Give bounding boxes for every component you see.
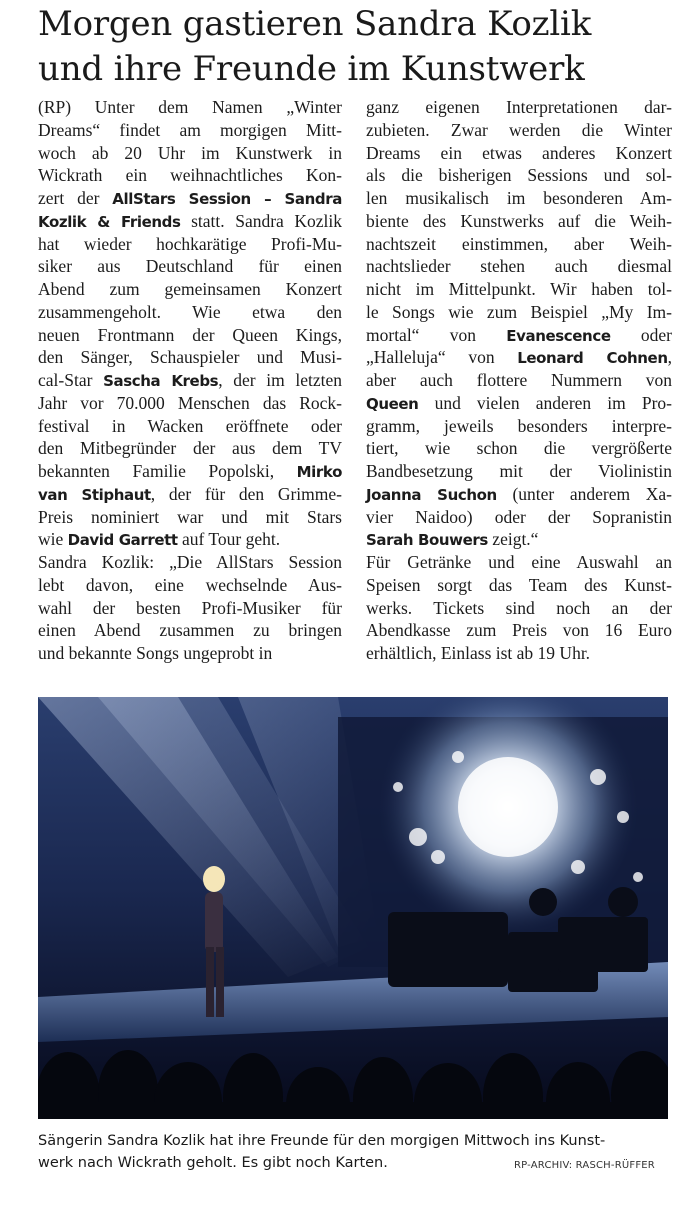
text-line xyxy=(366,301,672,324)
text-line xyxy=(366,506,672,529)
bold-name: van Stiphaut xyxy=(38,485,151,504)
text-line xyxy=(366,233,672,256)
text-segment: , der für den Grimme- xyxy=(150,483,342,504)
text-segment: und vielen anderen im Pro- xyxy=(418,392,672,413)
bold-name: Kozlik & Friends xyxy=(38,212,181,231)
text-line xyxy=(366,142,672,165)
text-line xyxy=(366,619,672,642)
text-line xyxy=(38,415,342,438)
text-segment: biente des Kunstwerks auf die Weih- xyxy=(366,210,672,231)
text-segment: Abendkasse zum Preis von 16 Euro xyxy=(366,620,672,641)
text-line xyxy=(366,392,672,415)
text-segment: bekannten Familie Popolski, xyxy=(38,461,297,481)
text-line xyxy=(366,369,672,392)
text-segment: Dreams ein etwas anderes Konzert xyxy=(366,142,672,163)
bold-name: Sascha Krebs xyxy=(103,372,219,390)
text-line xyxy=(366,437,672,460)
concert-photo-illustration xyxy=(38,697,668,1119)
text-segment: nicht im Mittelpunkt. Wir haben tol- xyxy=(366,279,672,299)
bold-name: David Garrett xyxy=(67,531,178,550)
text-segment: oder xyxy=(610,324,672,345)
text-line xyxy=(366,187,672,210)
text-segment: und bekannte Songs ungeprobt in xyxy=(38,643,273,663)
text-line xyxy=(38,483,342,506)
text-line xyxy=(38,642,342,665)
text-line xyxy=(366,324,672,347)
text-line xyxy=(38,506,342,529)
text-segment: , xyxy=(667,347,672,368)
headline-line-1: Morgen gastieren Sandra Kozlik xyxy=(38,4,592,44)
text-segment: den Sänger, Schauspieler und Musi- xyxy=(38,347,342,368)
text-segment: le Songs wie zum Beispiel „My Im- xyxy=(366,301,672,322)
text-line xyxy=(38,437,342,460)
text-line xyxy=(38,619,342,642)
text-line xyxy=(366,642,672,665)
text-line xyxy=(38,278,342,301)
text-segment: erhältlich, Einlass ist ab 19 Uhr. xyxy=(366,643,591,663)
bold-name: Sarah Bouwers xyxy=(366,531,488,550)
text-line xyxy=(38,528,342,551)
text-segment: Dreams“ findet am morgigen Mitt- xyxy=(38,119,342,140)
caption-line-2: werk nach Wickrath geholt. Es gibt noch Karten. xyxy=(38,1155,388,1171)
text-segment: zert der xyxy=(38,188,113,208)
text-segment: len musikalisch im besonderen Am- xyxy=(366,188,672,208)
text-segment: den Mitbegründer der aus dem TV xyxy=(38,438,342,459)
text-segment: neuen Frontmann der Queen Kings, xyxy=(38,324,342,345)
text-segment: Speisen sorgt das Team des Kunst- xyxy=(366,574,672,595)
text-line xyxy=(366,483,672,506)
text-line xyxy=(38,392,342,415)
text-segment: Preis nominiert war und mit Stars xyxy=(38,506,342,527)
text-line xyxy=(38,574,342,597)
text-line xyxy=(38,324,342,347)
text-line xyxy=(38,597,342,620)
bold-name: Leonard Cohnen xyxy=(517,349,668,368)
text-line xyxy=(38,210,342,233)
text-line xyxy=(366,460,672,483)
concert-photo xyxy=(38,697,668,1119)
text-line xyxy=(366,597,672,620)
text-line xyxy=(366,164,672,187)
text-segment: Wickrath ein weihnachtliches Kon- xyxy=(38,165,342,186)
article-column-right xyxy=(366,96,672,665)
text-segment: tiert, wie schon die vergrößerte xyxy=(366,438,672,459)
text-line xyxy=(38,96,342,119)
text-line xyxy=(38,142,342,165)
text-line xyxy=(38,187,342,210)
text-line xyxy=(366,346,672,369)
bold-name: AllStars Session – Sandra xyxy=(112,190,342,208)
text-segment: wie xyxy=(38,529,68,550)
text-segment: mortal“ von xyxy=(366,324,507,345)
text-line xyxy=(38,369,342,392)
text-segment: Abend zum gemeinsamen Konzert xyxy=(38,279,342,299)
text-segment: „Halleluja“ von xyxy=(366,347,518,368)
bold-name: Mirko xyxy=(296,463,342,481)
text-line xyxy=(38,255,342,278)
text-segment: (RP) Unter dem Namen „Winter xyxy=(38,97,342,117)
text-segment: siker aus Deutschland für einen xyxy=(38,256,342,277)
text-segment: , der im letzten xyxy=(218,370,342,390)
text-segment: Für Getränke und eine Auswahl an xyxy=(366,552,672,572)
text-line xyxy=(38,301,342,324)
text-line xyxy=(366,119,672,142)
text-segment: cal-Star xyxy=(38,370,104,390)
text-segment: (unter anderem Xa- xyxy=(496,483,672,504)
text-segment: woch ab 20 Uhr im Kunstwerk in xyxy=(38,142,342,163)
text-line xyxy=(366,551,672,574)
text-segment: nachtslieder stehen auch diesmal xyxy=(366,256,672,277)
text-line xyxy=(366,210,672,233)
caption-line-1: Sängerin Sandra Kozlik hat ihre Freunde für den morgigen Mittwoch ins Kunst- xyxy=(38,1133,606,1149)
text-segment: ganz eigenen Interpretationen dar- xyxy=(366,97,672,117)
text-line xyxy=(38,119,342,142)
bold-name: Queen xyxy=(366,394,419,413)
text-line xyxy=(38,233,342,256)
text-segment: zeigt.“ xyxy=(487,529,539,550)
text-segment: Jahr vor 70.000 Menschen das Rock- xyxy=(38,392,342,413)
text-line xyxy=(38,346,342,369)
text-segment: vier Naidoo) oder der Sopranistin xyxy=(366,506,672,527)
text-segment: zubieten. Zwar werden die Winter xyxy=(366,119,672,140)
text-line xyxy=(366,278,672,301)
text-segment: gramm, jeweils besonders interpre- xyxy=(366,415,672,436)
text-line xyxy=(366,528,672,551)
headline-line-2: und ihre Freunde im Kunstwerk xyxy=(38,49,585,89)
text-segment: hat wieder hochkarätige Profi-Mu- xyxy=(38,233,342,254)
text-segment: werks. Tickets sind noch an der xyxy=(366,597,672,618)
text-segment: Bandbesetzung mit der Violinistin xyxy=(366,461,672,481)
text-segment: lebt davon, eine wechselnde Aus- xyxy=(38,574,342,595)
text-segment: einen Abend zusammen zu bringen xyxy=(38,620,342,641)
photo-credit: RP-ARCHIV: RASCH-RÜFFER xyxy=(514,1160,655,1171)
article-column-left xyxy=(38,96,342,665)
text-segment: auf Tour geht. xyxy=(177,529,281,550)
text-segment: nachtszeit einstimmen, aber Weih- xyxy=(366,233,672,254)
bold-name: Joanna Suchon xyxy=(366,485,497,504)
text-line xyxy=(366,96,672,119)
text-line xyxy=(38,164,342,187)
text-segment: zusammengeholt. Wie etwa den xyxy=(38,301,342,322)
text-segment: als die bisherigen Sessions und sol- xyxy=(366,165,672,186)
bold-name: Evanescence xyxy=(506,326,611,345)
text-segment: statt. Sandra Kozlik xyxy=(180,210,343,231)
text-segment: Sandra Kozlik: „Die AllStars Session xyxy=(38,552,342,572)
text-line xyxy=(366,415,672,438)
text-line xyxy=(38,551,342,574)
article-headline xyxy=(38,2,678,92)
text-line xyxy=(38,460,342,483)
text-segment: aber auch flottere Nummern von xyxy=(366,370,672,390)
text-line xyxy=(366,574,672,597)
text-line xyxy=(366,255,672,278)
text-segment: festival in Wacken eröffnete oder xyxy=(38,415,342,436)
text-segment: wahl der besten Profi-Musiker für xyxy=(38,597,342,618)
